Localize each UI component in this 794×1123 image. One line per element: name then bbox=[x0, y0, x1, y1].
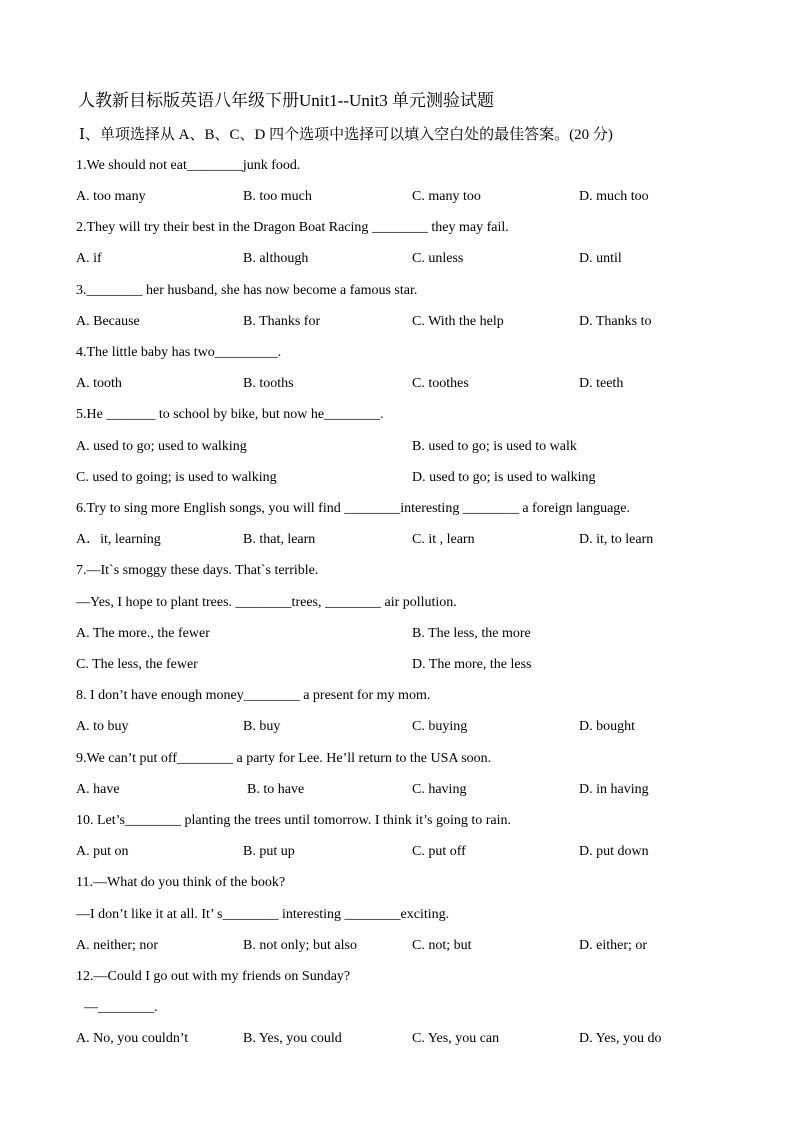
question-8-option-a: A. to buy bbox=[76, 719, 129, 734]
question-3-option-c: C. With the help bbox=[412, 314, 504, 329]
question-11-option-a: A. neither; nor bbox=[76, 938, 159, 953]
question-9-option-d: D. in having bbox=[579, 782, 649, 797]
question-9-option-c: C. having bbox=[412, 782, 467, 797]
question-4-option-a: A. tooth bbox=[76, 376, 122, 391]
question-3-option-a: A. Because bbox=[76, 314, 140, 329]
question-7-stem: 7.—It`s smoggy these days. That`s terrible. bbox=[76, 563, 319, 578]
question-12-option-d: D. Yes, you do bbox=[579, 1031, 662, 1046]
question-3-option-b: B. Thanks for bbox=[243, 314, 321, 329]
question-1-stem: 1.We should not eat________junk food. bbox=[76, 158, 301, 173]
question-1-option-a: A. too many bbox=[76, 189, 146, 204]
question-10-option-c: C. put off bbox=[412, 844, 466, 859]
question-9-option-b: B. to have bbox=[247, 782, 305, 797]
question-12-reply: —________. bbox=[84, 1000, 158, 1015]
question-9-option-a: A. have bbox=[76, 782, 120, 797]
question-8-option-b: B. buy bbox=[243, 719, 281, 734]
question-2-option-d: D. until bbox=[579, 251, 622, 266]
question-11-option-c: C. not; but bbox=[412, 938, 472, 953]
question-8-option-c: C. buying bbox=[412, 719, 468, 734]
question-10-option-d: D. put down bbox=[579, 844, 649, 859]
question-3-stem: 3.________ her husband, she has now become a famous star. bbox=[76, 283, 418, 298]
question-6-stem: 6.Try to sing more English songs, you will find ________interesting ________ a foreign language. bbox=[76, 501, 630, 516]
question-2-option-a: A. if bbox=[76, 251, 102, 266]
question-1-option-d: D. much too bbox=[579, 189, 649, 204]
question-7-option-a: A. The more., the fewer bbox=[76, 626, 210, 641]
question-7-reply: —Yes, I hope to plant trees. ________trees, ________ air pollution. bbox=[76, 595, 457, 610]
question-12-stem: 12.—Could I go out with my friends on Sunday? bbox=[76, 969, 351, 984]
question-12-option-a: A. No, you couldn’t bbox=[76, 1031, 189, 1046]
question-9-stem: 9.We can’t put off________ a party for Lee. He’ll return to the USA soon. bbox=[76, 751, 492, 766]
question-6-option-a: A．it, learning bbox=[76, 532, 161, 547]
question-11-option-b: B. not only; but also bbox=[243, 938, 357, 953]
question-8-stem: 8. I don’t have enough money________ a present for my mom. bbox=[76, 688, 431, 703]
question-5-option-a: A. used to go; used to walking bbox=[76, 439, 247, 454]
question-4-option-b: B. tooths bbox=[243, 376, 294, 391]
question-6-option-c: C. it , learn bbox=[412, 532, 475, 547]
question-5-option-c: C. used to going; is used to walking bbox=[76, 470, 277, 485]
question-2-stem: 2.They will try their best in the Dragon Boat Racing ________ they may fail. bbox=[76, 220, 509, 235]
question-10-option-a: A. put on bbox=[76, 844, 129, 859]
question-4-option-d: D. teeth bbox=[579, 376, 624, 391]
question-7-option-b: B. The less, the more bbox=[412, 626, 531, 641]
question-4-stem: 4.The little baby has two_________. bbox=[76, 345, 282, 360]
question-2-option-c: C. unless bbox=[412, 251, 464, 266]
question-1-option-c: C. many too bbox=[412, 189, 481, 204]
question-3-option-d: D. Thanks to bbox=[579, 314, 652, 329]
section-heading: Ⅰ、单项选择从 A、B、C、D 四个选项中选择可以填入空白处的最佳答案。(20 分) bbox=[79, 127, 613, 143]
question-11-reply: —I don’t like it at all. It’ s________ interesting ________exciting. bbox=[76, 907, 450, 922]
question-5-option-d: D. used to go; is used to walking bbox=[412, 470, 596, 485]
question-11-option-d: D. either; or bbox=[579, 938, 648, 953]
question-12-option-c: C. Yes, you can bbox=[412, 1031, 500, 1046]
question-12-option-b: B. Yes, you could bbox=[243, 1031, 342, 1046]
question-4-option-c: C. toothes bbox=[412, 376, 469, 391]
question-2-option-b: B. although bbox=[243, 251, 309, 266]
question-10-option-b: B. put up bbox=[243, 844, 295, 859]
document-title: 人教新目标版英语八年级下册Unit1--Unit3 单元测验试题 bbox=[78, 91, 495, 110]
question-11-stem: 11.—What do you think of the book? bbox=[76, 875, 286, 890]
question-1-option-b: B. too much bbox=[243, 189, 312, 204]
question-5-option-b: B. used to go; is used to walk bbox=[412, 439, 577, 454]
question-7-option-c: C. The less, the fewer bbox=[76, 657, 198, 672]
question-6-option-b: B. that, learn bbox=[243, 532, 316, 547]
question-8-option-d: D. bought bbox=[579, 719, 635, 734]
question-6-option-d: D. it, to learn bbox=[579, 532, 654, 547]
question-5-stem: 5.He _______ to school by bike, but now he________. bbox=[76, 407, 384, 422]
question-10-stem: 10. Let’s________ planting the trees until tomorrow. I think it’s going to rain. bbox=[76, 813, 511, 828]
question-7-option-d: D. The more, the less bbox=[412, 657, 532, 672]
